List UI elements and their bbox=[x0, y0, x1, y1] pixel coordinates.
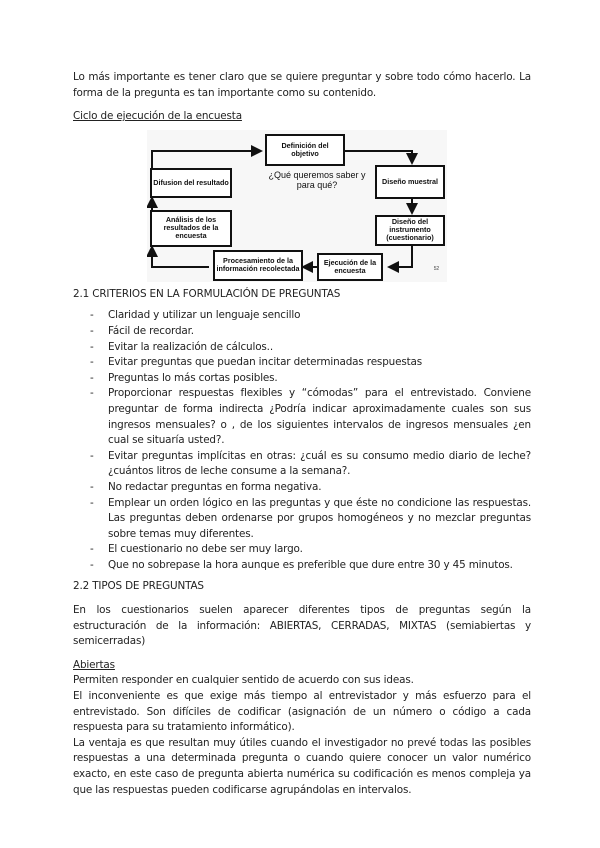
box-analisis-resultados: Análisis de los resultados de la encuesta bbox=[150, 210, 232, 247]
abiertas-paragraph-2: El inconveniente es que exige más tiempo al entrevistador y más esfuerzo para el entrevistado. Son difíciles de codificar (asignación de un número o código a cada respuesta para su tratamiento informático). bbox=[73, 690, 531, 734]
abiertas-paragraph-3: La ventaja es que resultan muy útiles cuando el investigador no prevé todas las posibles respuestas a una determinada pregunta o cuando quiere conocer un valor numérico exacto, en este caso de pregunta abierta numérica su codificación es menos compleja ya que las respuestas pueden codificarse agrupándolas en intervalos. bbox=[73, 736, 531, 796]
dash-bullet: - bbox=[90, 496, 94, 509]
intro-paragraph: Lo más importante es tener claro que se quiere preguntar y sobre todo cómo hacerlo. La forma de la pregunta es tan importante como su contenido. bbox=[73, 71, 531, 99]
list-item-text: El cuestionario no debe ser muy largo. bbox=[108, 543, 303, 556]
list-item-text: Que no sobrepase la hora aunque es preferible que dure entre 30 y 45 minutos. bbox=[108, 558, 513, 571]
dash-bullet: - bbox=[90, 340, 94, 353]
section-2-1-title: 2.1 CRITERIOS EN LA FORMULACIÓN DE PREGUNTAS bbox=[73, 287, 341, 300]
list-item bbox=[73, 386, 531, 448]
dash-bullet: - bbox=[90, 480, 94, 493]
dash-bullet: - bbox=[90, 371, 94, 384]
list-item bbox=[73, 355, 531, 371]
list-item bbox=[73, 340, 531, 356]
diagram-caption: Ciclo de ejecución de la encuesta bbox=[73, 110, 242, 123]
abiertas-paragraph-1: Permiten responder en cualquier sentido de acuerdo con sus ideas. bbox=[73, 674, 414, 687]
box-difusion-resultado: Difusion del resultado bbox=[150, 168, 232, 198]
list-item-text: Evitar preguntas implícitas en otras: ¿cuál es su consumo medio diario de leche? ¿cuántos litros de leche consume a la semana?. bbox=[108, 449, 531, 478]
list-item-text: Emplear un orden lógico en las preguntas y que éste no condicione las respuestas. Las preguntas deben ordenarse por grupos homogéneos y no mezclar preguntas sobre temas muy diferentes. bbox=[108, 496, 531, 540]
document-page bbox=[73, 70, 531, 798]
diagram-center-question: ¿Qué queremos saber y para qué? bbox=[268, 169, 366, 190]
list-item-text: Evitar preguntas que puedan incitar determinadas respuestas bbox=[108, 356, 422, 369]
list-item bbox=[73, 496, 531, 543]
dash-bullet: - bbox=[90, 356, 94, 369]
list-item-text: Claridad y utilizar un lenguaje sencillo bbox=[108, 309, 301, 322]
box-ejecucion-encuesta: Ejecución de la encuesta bbox=[317, 253, 383, 281]
list-item bbox=[73, 542, 531, 558]
box-definicion-objetivo: Definición del objetivo bbox=[265, 134, 345, 166]
dash-bullet: - bbox=[90, 309, 94, 322]
criteria-list bbox=[73, 308, 531, 573]
dash-bullet: - bbox=[90, 558, 94, 571]
box-diseno-instrumento: Diseño del instrumento (cuestionario) bbox=[375, 215, 445, 246]
box-procesamiento-informacion: Procesamiento de la información recolectada bbox=[213, 250, 303, 281]
dash-bullet: - bbox=[90, 387, 94, 400]
abiertas-title: Abiertas bbox=[73, 658, 115, 671]
list-item-text: No redactar preguntas en forma negativa. bbox=[108, 480, 322, 493]
list-item bbox=[73, 324, 531, 340]
list-item bbox=[73, 308, 531, 324]
list-item-text: Preguntas lo más cortas posibles. bbox=[108, 371, 278, 384]
section-2-2-intro: En los cuestionarios suelen aparecer diferentes tipos de preguntas según la estructuración de la información: ABIERTAS, CERRADAS, MIXTAS (semiabiertas y semicerradas) bbox=[73, 604, 531, 648]
dash-bullet: - bbox=[90, 324, 94, 337]
box-diseno-muestral: Diseño muestral bbox=[375, 165, 445, 199]
list-item bbox=[73, 480, 531, 496]
list-item bbox=[73, 449, 531, 480]
list-item-text: Evitar la realización de cálculos.. bbox=[108, 340, 273, 353]
list-item-text: Proporcionar respuestas flexibles y “cómodas” para el entrevistado. Conviene preguntar de forma indirecta ¿Podría indicar aproximadamente cuales son sus ingresos mensuales? o , de los siguientes intervalos de ingresos mensuales ¿en cual se situaría usted?. bbox=[108, 387, 531, 447]
list-item bbox=[73, 558, 531, 574]
list-item-text: Fácil de recordar. bbox=[108, 324, 194, 337]
section-2-2-title: 2.2 TIPOS DE PREGUNTAS bbox=[73, 580, 204, 593]
list-item bbox=[73, 371, 531, 387]
survey-cycle-diagram bbox=[147, 130, 447, 282]
slide-number: 52 bbox=[433, 266, 439, 273]
dash-bullet: - bbox=[90, 543, 94, 556]
dash-bullet: - bbox=[90, 449, 94, 462]
